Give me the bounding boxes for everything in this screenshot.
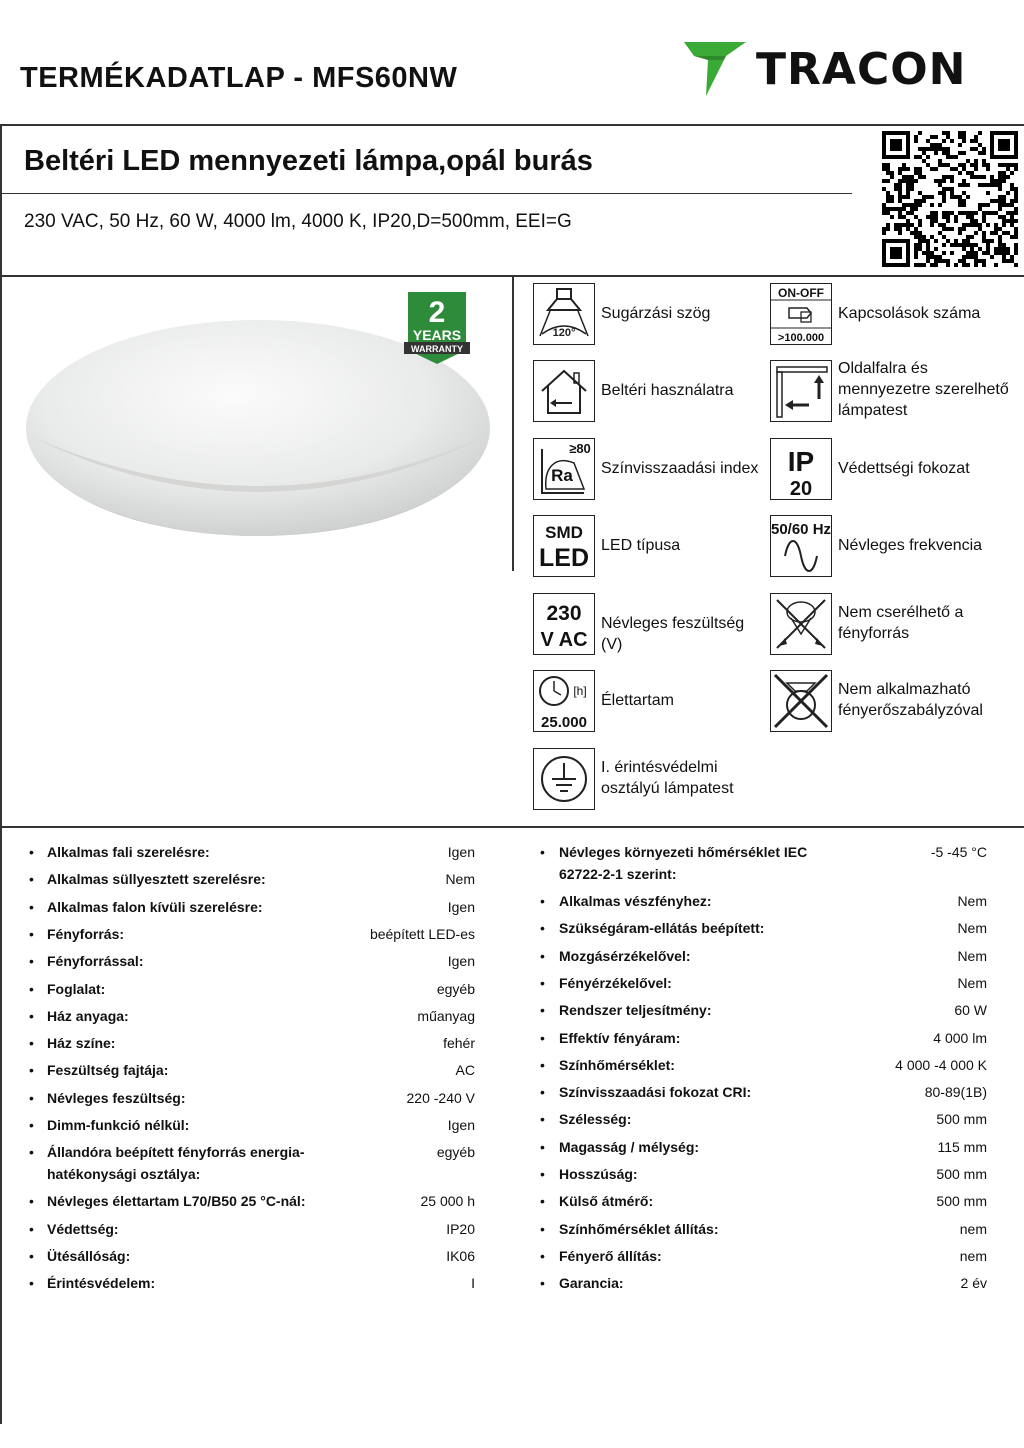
- spec-bullet: •: [540, 920, 545, 937]
- spec-key: Ütésállóság:: [47, 1247, 131, 1264]
- icon-label: I. érintésvédelmi osztályú lámpatest: [601, 759, 734, 797]
- tracon-logo: [684, 38, 1010, 98]
- icon-label: Beltéri használatra: [601, 382, 734, 399]
- spec-key: Érintésvédelem:: [47, 1275, 156, 1292]
- spec-value: 220 -240 V: [406, 1089, 475, 1106]
- spec-key: Alkalmas fali szerelésre:: [47, 844, 210, 860]
- spec-value: AC: [455, 1062, 475, 1079]
- spec-bullet: •: [29, 1247, 34, 1264]
- spec-bullet: •: [29, 1144, 34, 1161]
- icon-label: Élettartam: [601, 692, 674, 709]
- spec-value: fehér: [443, 1035, 475, 1052]
- svg-text:IP: IP: [787, 446, 815, 477]
- svg-text:≥80: ≥80: [569, 441, 591, 456]
- spec-bullet: •: [540, 844, 545, 860]
- spec-value: 80-89(1B): [924, 1084, 987, 1101]
- spec-bullet: •: [29, 898, 34, 915]
- icon-label: LED típusa: [601, 537, 681, 554]
- spec-bullet: •: [29, 1275, 34, 1292]
- spec-key: Feszültség fajtája:: [47, 1062, 169, 1079]
- spec-key: Mozgásérzékelővel:: [559, 947, 691, 964]
- icon-label: Nem alkalmazható fényerőszabályzóval: [838, 681, 983, 719]
- spec-bullet: •: [29, 1035, 34, 1052]
- spec-bullet: •: [540, 1138, 545, 1155]
- spec-key: Alkalmas süllyesztett szerelésre:: [47, 871, 266, 888]
- spec-bullet: •: [540, 974, 545, 991]
- spec-value: 500 mm: [936, 1193, 987, 1210]
- ip-rating-icon: [770, 438, 832, 500]
- spec-value: 25 000 h: [420, 1193, 475, 1210]
- non-replaceable-icon: [770, 593, 832, 655]
- spec-bullet: •: [29, 844, 34, 860]
- spec-bullet: •: [29, 1193, 34, 1210]
- icon-label: Színvisszaadási index: [601, 460, 759, 477]
- spec-key: Névleges feszültség:: [47, 1089, 186, 1106]
- brand-name: TRACON: [756, 44, 967, 95]
- svg-text:>100.000: >100.000: [777, 332, 825, 344]
- lifetime-icon: [533, 670, 595, 732]
- icon-label: Védettségi fokozat: [838, 460, 970, 477]
- no-dimmer-icon: [770, 670, 832, 732]
- spec-key: Alkalmas vészfényhez:: [559, 893, 712, 909]
- spec-value: 500 mm: [936, 1111, 987, 1128]
- svg-text:V AC: V AC: [540, 629, 588, 651]
- indoor-use-icon: [533, 360, 595, 422]
- spec-key: Dimm-funkció nélkül:: [47, 1117, 190, 1133]
- icon-label: Sugárzási szög: [601, 305, 711, 322]
- spec-value: Nem: [957, 974, 987, 991]
- svg-text:ON-OFF: ON-OFF: [778, 286, 824, 300]
- spec-value: IK06: [446, 1247, 475, 1264]
- icon-label: Névleges feszültség (V): [601, 615, 745, 653]
- spec-value: Igen: [447, 1117, 475, 1133]
- spec-key: Szükségáram-ellátás beépített:: [559, 920, 765, 937]
- spec-value: IP20: [446, 1220, 475, 1237]
- spec-key: Színvisszaadási fokozat CRI:: [559, 1084, 752, 1101]
- spec-bullet: •: [540, 1111, 545, 1128]
- spec-value: 60 W: [954, 1002, 987, 1019]
- icon-label: Kapcsolások száma: [838, 305, 981, 322]
- spec-value: műanyag: [417, 1007, 475, 1024]
- warranty-number: 2: [428, 296, 446, 329]
- qr-code: [882, 131, 1018, 267]
- warranty-badge: [404, 290, 470, 371]
- svg-text:230: 230: [546, 602, 582, 625]
- icon-label: Oldalfalra és mennyezetre szerelhető lámpatest: [838, 360, 1009, 419]
- spec-key: Színhőmérséklet állítás:: [559, 1220, 719, 1237]
- warranty-years: YEARS: [412, 327, 462, 343]
- spec-value: Nem: [957, 893, 987, 909]
- svg-text:SMD: SMD: [545, 523, 583, 542]
- switch-cycles-icon: [770, 283, 832, 345]
- spec-bullet: •: [540, 1220, 545, 1237]
- spec-key: Ház anyaga:: [47, 1007, 129, 1024]
- svg-text:Ra: Ra: [551, 466, 573, 485]
- spec-bullet: •: [540, 893, 545, 909]
- spec-bullet: •: [540, 1029, 545, 1046]
- spec-value: 4 000 lm: [933, 1029, 987, 1046]
- spec-value: 2 év: [960, 1275, 987, 1292]
- spec-bullet: •: [540, 1193, 545, 1210]
- svg-text:LED: LED: [539, 544, 589, 572]
- spec-bullet: •: [540, 1002, 545, 1019]
- spec-key: Fényérzékelővel:: [559, 974, 672, 991]
- beam-angle-icon: [533, 283, 595, 345]
- spec-key: Állandóra beépített fényforrás energia-: [47, 1144, 305, 1161]
- spec-value: Igen: [447, 844, 475, 860]
- svg-text:25.000: 25.000: [541, 714, 587, 731]
- spec-key-continued: 62722-2-1 szerint:: [559, 866, 677, 882]
- spec-value: Igen: [447, 898, 475, 915]
- spec-key: Színhőmérséklet:: [559, 1056, 675, 1073]
- spec-bullet: •: [29, 871, 34, 888]
- frequency-icon: [770, 515, 832, 577]
- product-spec-line: 230 VAC, 50 Hz, 60 W, 4000 lm, 4000 K, IP20,D=500mm, EEI=G: [24, 211, 572, 232]
- spec-value: Igen: [447, 953, 475, 970]
- led-type-icon: [533, 515, 595, 577]
- spec-key: Fényforrás:: [47, 925, 125, 942]
- spec-bullet: •: [29, 1007, 34, 1024]
- spec-bullet: •: [29, 953, 34, 970]
- cri-icon: [533, 438, 595, 500]
- protection-class-icon: [533, 748, 595, 810]
- svg-text:20: 20: [789, 478, 813, 499]
- spec-key: Magasság / mélység:: [559, 1138, 700, 1155]
- spec-bullet: •: [29, 980, 34, 997]
- spec-value: I: [471, 1275, 475, 1292]
- spec-key: Névleges környezeti hőmérséklet IEC: [559, 844, 808, 860]
- spec-key: Szélesség:: [559, 1111, 632, 1128]
- spec-key: Garancia:: [559, 1275, 624, 1292]
- svg-text:[h]: [h]: [573, 684, 587, 698]
- spec-key: Effektív fényáram:: [559, 1029, 681, 1046]
- spec-value: nem: [959, 1247, 987, 1264]
- spec-key-continued: hatékonysági osztálya:: [47, 1166, 201, 1183]
- spec-key: Fényerő állítás:: [559, 1247, 662, 1264]
- document-title: TERMÉKADATLAP - MFS60NW: [20, 62, 458, 94]
- spec-key: Hosszúság:: [559, 1166, 638, 1182]
- spec-bullet: •: [540, 1275, 545, 1292]
- voltage-icon: [533, 593, 595, 655]
- spec-value: egyéb: [436, 1144, 475, 1161]
- spec-bullet: •: [29, 1089, 34, 1106]
- spec-key: Ház színe:: [47, 1035, 116, 1052]
- spec-key: Foglalat:: [47, 980, 106, 997]
- spec-value: 4 000 -4 000 K: [895, 1056, 987, 1073]
- spec-key: Névleges élettartam L70/B50 25 °C-nál:: [47, 1193, 306, 1210]
- spec-value: Nem: [957, 947, 987, 964]
- svg-text:50/60 Hz: 50/60 Hz: [771, 521, 831, 538]
- icon-label: Névleges frekvencia: [838, 537, 983, 554]
- spec-value: Nem: [445, 871, 475, 888]
- warranty-label: WARRANTY: [411, 344, 463, 354]
- spec-bullet: •: [540, 1056, 545, 1073]
- spec-key: Külső átmérő:: [559, 1193, 654, 1210]
- spec-key: Fényforrással:: [47, 953, 144, 970]
- spec-key: Alkalmas falon kívüli szerelésre:: [47, 898, 263, 915]
- spec-value: 115 mm: [937, 1138, 987, 1155]
- svg-text:120°: 120°: [552, 327, 576, 339]
- spec-bullet: •: [29, 925, 34, 942]
- spec-bullet: •: [540, 1166, 545, 1182]
- spec-value: -5 -45 °C: [930, 844, 987, 860]
- spec-key: Védettség:: [47, 1220, 119, 1237]
- spec-key: Rendszer teljesítmény:: [559, 1002, 712, 1019]
- spec-bullet: •: [29, 1220, 34, 1237]
- icon-label: Nem cserélhető a fényforrás: [838, 604, 964, 642]
- spec-bullet: •: [540, 947, 545, 964]
- spec-value: nem: [959, 1220, 987, 1237]
- spec-value: 500 mm: [936, 1166, 987, 1182]
- spec-bullet: •: [29, 1117, 34, 1133]
- tracon-logo-icon: [684, 38, 750, 98]
- product-title: Beltéri LED mennyezeti lámpa,opál burás: [24, 145, 593, 177]
- spec-bullet: •: [540, 1247, 545, 1264]
- spec-value: Nem: [957, 920, 987, 937]
- wall-ceiling-mount-icon: [770, 360, 832, 422]
- spec-bullet: •: [29, 1062, 34, 1079]
- spec-value: egyéb: [436, 980, 475, 997]
- spec-bullet: •: [540, 1084, 545, 1101]
- spec-value: beépített LED-es: [369, 925, 475, 942]
